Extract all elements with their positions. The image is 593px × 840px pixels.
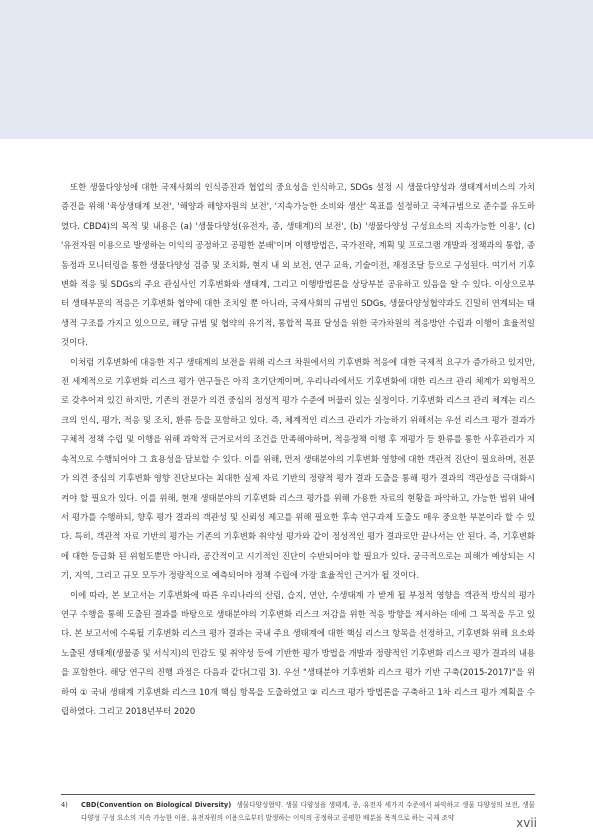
paragraph: 이에 따라, 본 보고서는 기후변화에 따른 우리나라의 산림, 습지, 연안, 수생태계 가 받게 될 부정적 영향을 객관적 방식의 평가 연구 수행을 통해 도출된 결과를 바탕으로 생태분야의 기후변화 리스크 저감을 위한 적응 방향을 제시하는 데에 그 목적을 두고 있다. 본 보고서에 수록될 기후변화 리스크 평가 결과는 국내 주요 생태계에 대한 핵심 리스크 항목을 선정하고, 기후변화 위해 요소와 노출된 생태계(생물종 및 서식지)의 민감도 및 취약성 등에 기반한 평가 방법을 개발과 정량적인 기후변화 리스크 평가 결과의 내용을 포함한다. 해당 연구의 진행 과정은 다음과 같다(그림 3). 우선 "생태분야 기후변화 리스크 평가 기반 구축(2015-2017)"을 위하여 ① 국내 생태계 기후변화 리스크 10개 핵심 항목을 도출하였고 ② 리스크 평가 방법론을 구축하고 1차 리스크 평가 계획을 수립하였다. 그리고 2018년부터 2020 xyxy=(61,589,535,716)
body-text xyxy=(61,178,535,721)
footnote xyxy=(61,799,535,824)
footnote-term: CBD(Convention on Biological Diversity) xyxy=(81,801,237,809)
footnote-divider xyxy=(61,794,535,795)
footnote-number: 4) xyxy=(61,801,68,809)
page-number: xvii xyxy=(516,816,537,830)
footnote-body xyxy=(81,799,535,824)
paragraph: 이처럼 기후변화에 대응한 지구 생태계의 보전을 위해 리스크 차원에서의 기후변화 적응에 대한 국제적 요구가 증가하고 있지만, 전 세계적으로 기후변화 리스크 평가 연구들은 아직 초기단계이며, 우리나라에서도 기후변화에 대한 리스크 관리 체계가 외형적으로 갖추어져 있긴 하지만, 기존의 전문가 의견 중심의 정성적 평가 수준에 머물러 있는 실정이다. 기후변화 리스크 관리 체계는 리스크의 인식, 평가, 적응 및 조치, 환류 등을 포함하고 있다. 즉, 체계적인 리스크 관리가 가능하기 위해서는 우선 리스크 평가 결과가 구체적 정책 수립 및 이행을 위해 과학적 근거로서의 조건을 만족해야하며, 적응정책 이행 후 재평가 등 환류를 통한 사후관리가 지속적으로 수행되어야 그 효용성을 담보할 수 있다. 이를 위해, 먼저 생태분야의 기후변화 영향에 대한 객관적 진단이 필요하며, 전문가 의견 중심의 기후변화 영향 진단보다는 최대한 실제 자료 기반의 정량적 평가 결과 도출을 통해 평가 결과의 객관성을 극대화시켜야 할 필요가 있다. 이를 위해, 현재 생태분야의 기후변화 리스크 평가를 위해 가용한 자료의 현황을 파악하고, 가능한 범위 내에서 평가를 수행하되, 향후 평가 결과의 객관성 및 신뢰성 제고를 위해 필요한 후속 연구과제 도출도 매우 중요한 부분이라 할 수 있다. 특히, 객관적 자료 기반의 평가는 기존의 기후변화 취약성 평가와 같이 정성적인 평가 결과로만 끝나서는 안 된다. 즉, 기후변화에 대한 등급화 된 위험도뿐만 아니라, 공간적이고 시기적인 진단이 수반되어야 할 필요가 있다. 궁극적으로는 피해가 예상되는 시기, 지역, 그리고 규모 모두가 정량적으로 예측되어야 정책 수립에 가장 효율적인 근거가 될 것이다. xyxy=(61,356,535,581)
header-band xyxy=(0,0,593,139)
footnote-text: 생물다양성협약. 생물 다양성을 생태계, 종, 유전자 세가지 수준에서 파악하고 생물 다양성의 보전, 생물 다양성 구성 요소의 지속 가능한 이용, 유전자원의 이용으로부터 발생하는 이익의 공정하고 공평한 배분을 목적으로 하는 국제 조약 xyxy=(81,801,536,822)
paragraph: 또한 생물다양성에 대한 국제사회의 인식증진과 협업의 중요성을 인식하고, SDGs 설정 시 생물다양성과 생태계서비스의 가치 증진을 위해 '육상생태계 보전', '해양과 해양자원의 보전', '지속가능한 소비와 생산' 목표를 설정하고 국제규범으로 준수를 유도하였다. CBD4)의 목적 및 내용은 (a) '생물다양성(유전자, 종, 생태계)의 보전', (b) '생물다양성 구성요소의 지속가능한 이용', (c) '유전자원 이용으로 발생하는 이익의 공정하고 공평한 분배'이며 이행방법은, 국가전략, 계획 및 프로그램 개발과 정책과의 통합, 종 동정과 모니터링을 통한 생물다양성 검증 및 조치화, 현지 내 외 보전, 연구 교육, 기술이전, 재정조달 등으로 구성된다. 여기서 기후변화 적응 및 SDGs의 주요 관심사인 기후변화와 생태계, 그리고 이행방법론을 상당부분 공유하고 있음을 알 수 있다. 이상으로부터 생태부문의 적응은 기후변화 협약에 대한 조치일 뿐 아니라, 국제사회의 규범인 SDGs, 생물다양성협약과도 긴밀히 연계되는 태생적 구조를 가지고 있으므로, 해당 규범 및 협약의 유기적, 통합적 목표 달성을 위한 국가차원의 적응방안 수립과 이행이 효율적일 것이다. xyxy=(61,182,535,348)
